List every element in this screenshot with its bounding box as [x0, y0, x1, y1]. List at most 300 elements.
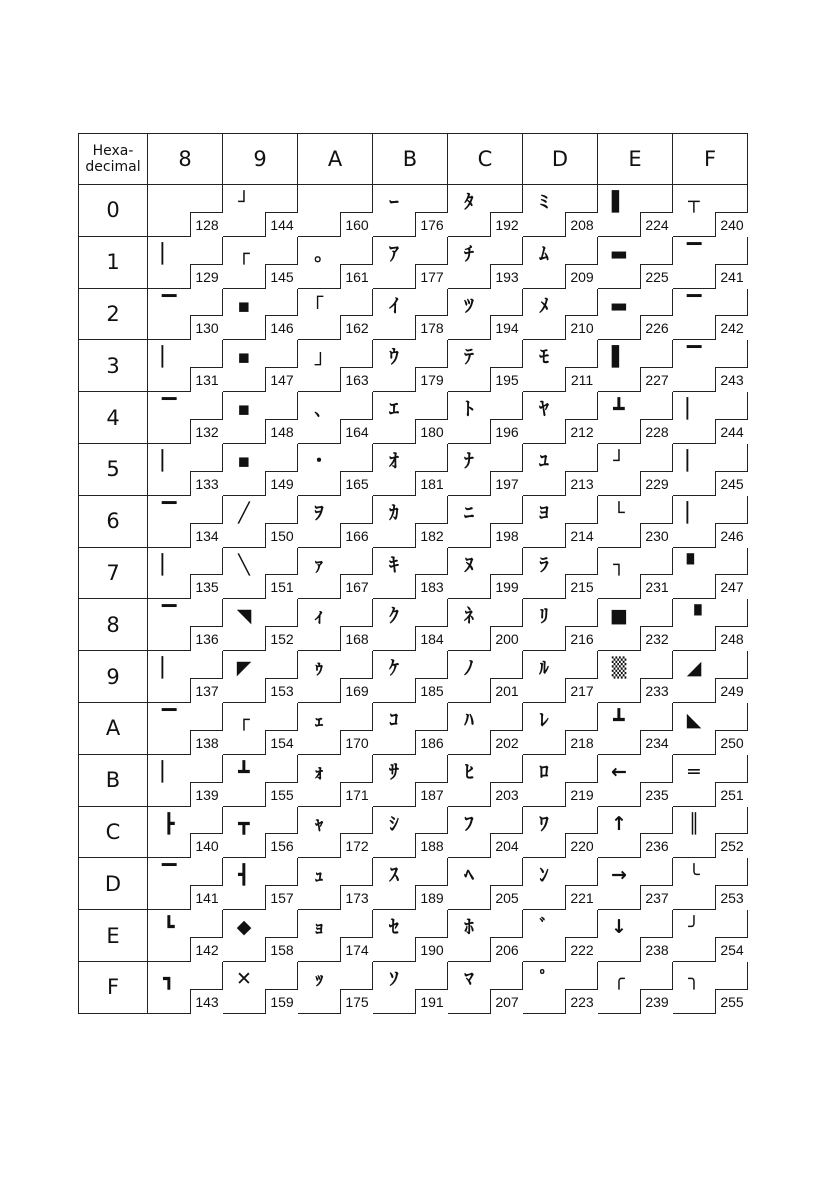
- char-cell: [523, 185, 598, 237]
- char-glyph: ｬ: [314, 812, 324, 835]
- char-cell: [148, 340, 223, 392]
- decimal-code-box: 242: [715, 315, 748, 340]
- char-glyph: ▔: [686, 346, 702, 369]
- decimal-code-box: 234: [640, 730, 673, 755]
- decimal-code-box: 149: [265, 471, 298, 496]
- char-cell: [673, 547, 748, 599]
- char-glyph: ｩ: [314, 657, 324, 680]
- column-header: A: [298, 134, 373, 185]
- decimal-code-box: 215: [565, 574, 598, 599]
- char-glyph: ▏: [161, 553, 177, 576]
- char-glyph: ▏: [686, 501, 702, 524]
- character-code-table: [78, 133, 748, 1014]
- decimal-code-box: 132: [190, 419, 223, 444]
- decimal-code-box: 128: [190, 212, 223, 237]
- decimal-code-box: 147: [265, 367, 298, 392]
- char-glyph: ﾑ: [539, 242, 549, 265]
- decimal-code-box: 205: [490, 885, 523, 910]
- char-glyph: ﾌ: [464, 812, 474, 835]
- char-cell: [223, 236, 298, 288]
- char-cell: [598, 702, 673, 754]
- column-header: E: [598, 134, 673, 185]
- char-glyph: ┻: [613, 708, 625, 731]
- char-glyph: ┫: [238, 864, 250, 887]
- decimal-code-box: 227: [640, 367, 673, 392]
- row-header: 2: [79, 288, 148, 340]
- decimal-code-box: 206: [490, 937, 523, 962]
- char-cell: [223, 547, 298, 599]
- char-glyph: ↓: [611, 916, 627, 939]
- decimal-code-box: 131: [190, 367, 223, 392]
- char-cell: [448, 806, 523, 858]
- char-glyph: ┘: [238, 191, 250, 213]
- decimal-code-box: 246: [715, 523, 748, 548]
- decimal-code-box: 163: [340, 367, 373, 392]
- char-cell: [373, 288, 448, 340]
- row-header: 3: [79, 340, 148, 392]
- decimal-code-box: 152: [265, 626, 298, 651]
- char-glyph: ﾚ: [539, 708, 549, 731]
- decimal-code-box: 140: [190, 833, 223, 858]
- decimal-code-box: 228: [640, 419, 673, 444]
- char-glyph: ▒: [611, 657, 627, 680]
- decimal-code-box: 175: [340, 989, 373, 1014]
- char-cell: [598, 858, 673, 910]
- decimal-code-box: 158: [265, 937, 298, 962]
- row-header: 9: [79, 651, 148, 703]
- char-glyph: ･: [314, 449, 324, 472]
- char-cell: [148, 288, 223, 340]
- char-cell: [298, 443, 373, 495]
- char-cell: [148, 392, 223, 444]
- char-cell: [223, 495, 298, 547]
- decimal-code-box: 191: [415, 989, 448, 1014]
- decimal-code-box: 221: [565, 885, 598, 910]
- char-cell: [673, 495, 748, 547]
- char-glyph: ┓: [163, 967, 175, 990]
- row-header: 1: [79, 236, 148, 288]
- row-header: 5: [79, 443, 148, 495]
- char-cell: [523, 340, 598, 392]
- decimal-code-box: 172: [340, 833, 373, 858]
- decimal-code-box: 189: [415, 885, 448, 910]
- char-cell: [373, 236, 448, 288]
- decimal-code-box: 245: [715, 471, 748, 496]
- char-cell: [373, 858, 448, 910]
- decimal-code-box: 208: [565, 212, 598, 237]
- char-cell: [373, 961, 448, 1013]
- char-glyph: ﾜ: [539, 812, 549, 835]
- char-cell: [523, 288, 598, 340]
- char-cell: [223, 340, 298, 392]
- decimal-code-box: 218: [565, 730, 598, 755]
- decimal-code-box: 241: [715, 264, 748, 289]
- decimal-code-box: 160: [340, 212, 373, 237]
- char-glyph: ｡: [314, 242, 324, 265]
- char-cell: [148, 961, 223, 1013]
- decimal-code-box: 171: [340, 782, 373, 807]
- char-glyph: ▏: [161, 657, 177, 680]
- row-header: 6: [79, 495, 148, 547]
- char-glyph: ｮ: [314, 916, 324, 939]
- char-cell: [523, 754, 598, 806]
- char-cell: [523, 599, 598, 651]
- char-cell: [148, 806, 223, 858]
- char-glyph: ▔: [161, 501, 177, 524]
- char-cell: [673, 858, 748, 910]
- decimal-code-box: 184: [415, 626, 448, 651]
- char-glyph: ｣: [314, 346, 324, 369]
- char-cell: [373, 443, 448, 495]
- char-cell: [298, 392, 373, 444]
- char-glyph: ｲ: [389, 294, 399, 317]
- decimal-code-box: 143: [190, 989, 223, 1014]
- char-glyph: ﾁ: [464, 242, 474, 265]
- decimal-code-box: 235: [640, 782, 673, 807]
- column-header: C: [448, 134, 523, 185]
- char-glyph: ﾋ: [464, 760, 474, 783]
- char-cell: [673, 185, 748, 237]
- char-cell: [148, 599, 223, 651]
- char-glyph: ▔: [161, 398, 177, 421]
- decimal-code-box: 214: [565, 523, 598, 548]
- decimal-code-box: 151: [265, 574, 298, 599]
- char-glyph: ┗: [163, 916, 175, 939]
- char-glyph: ▏: [161, 242, 177, 265]
- char-glyph: ｽ: [389, 864, 399, 887]
- char-glyph: ╯: [688, 916, 700, 939]
- char-cell: [448, 443, 523, 495]
- char-glyph: ▔: [161, 708, 177, 731]
- char-glyph: ┐: [613, 553, 625, 576]
- char-glyph: ｿ: [389, 967, 399, 990]
- char-glyph: ↑: [611, 812, 627, 835]
- table-row: [79, 858, 748, 910]
- char-glyph: ←: [611, 760, 627, 783]
- decimal-code-box: 201: [490, 678, 523, 703]
- char-cell: [598, 806, 673, 858]
- char-cell: [148, 651, 223, 703]
- char-glyph: ▔: [686, 294, 702, 317]
- char-glyph: ｨ: [314, 605, 324, 628]
- char-glyph: ｴ: [389, 398, 399, 421]
- decimal-code-box: 137: [190, 678, 223, 703]
- decimal-code-box: 144: [265, 212, 298, 237]
- char-cell: [598, 288, 673, 340]
- decimal-code-box: 247: [715, 574, 748, 599]
- decimal-code-box: 254: [715, 937, 748, 962]
- char-glyph: ｸ: [389, 605, 399, 628]
- row-header: D: [79, 858, 148, 910]
- decimal-code-box: 174: [340, 937, 373, 962]
- decimal-code-box: 204: [490, 833, 523, 858]
- char-cell: [148, 910, 223, 962]
- table-row: [79, 443, 748, 495]
- char-glyph: ﾐ: [539, 191, 549, 213]
- column-header: F: [673, 134, 748, 185]
- char-glyph: ﾂ: [464, 294, 474, 317]
- char-cell: [523, 702, 598, 754]
- char-cell: [223, 702, 298, 754]
- char-cell: [298, 340, 373, 392]
- char-glyph: ▪: [237, 346, 251, 369]
- char-glyph: ◣: [686, 708, 702, 731]
- char-glyph: ﾍ: [464, 864, 474, 887]
- decimal-code-box: 188: [415, 833, 448, 858]
- decimal-code-box: 225: [640, 264, 673, 289]
- char-glyph: ▬: [610, 242, 628, 265]
- decimal-code-box: 216: [565, 626, 598, 651]
- row-header: 0: [79, 185, 148, 237]
- char-glyph: ｱ: [389, 242, 399, 265]
- char-cell: [673, 340, 748, 392]
- decimal-code-box: 145: [265, 264, 298, 289]
- char-glyph: ▪: [237, 398, 251, 421]
- char-glyph: ﾞ: [539, 916, 549, 939]
- char-cell: [523, 236, 598, 288]
- decimal-code-box: 217: [565, 678, 598, 703]
- char-cell: [598, 443, 673, 495]
- row-header: B: [79, 754, 148, 806]
- char-cell: [148, 754, 223, 806]
- decimal-code-box: 129: [190, 264, 223, 289]
- decimal-code-box: 237: [640, 885, 673, 910]
- char-glyph: ｾ: [389, 916, 399, 939]
- char-glyph: ､: [314, 398, 324, 421]
- column-header: B: [373, 134, 448, 185]
- char-cell: [223, 443, 298, 495]
- row-header: C: [79, 806, 148, 858]
- decimal-code-box: 231: [640, 574, 673, 599]
- decimal-code-box: 193: [490, 264, 523, 289]
- char-cell: [598, 754, 673, 806]
- decimal-code-box: 203: [490, 782, 523, 807]
- char-glyph: ▏: [686, 398, 702, 421]
- char-glyph: ═: [688, 760, 700, 783]
- char-cell: [448, 392, 523, 444]
- decimal-code-box: 209: [565, 264, 598, 289]
- char-glyph: ﾊ: [464, 708, 474, 731]
- decimal-code-box: 181: [415, 471, 448, 496]
- table-row: [79, 806, 748, 858]
- decimal-code-box: 223: [565, 989, 598, 1014]
- decimal-code-box: 159: [265, 989, 298, 1014]
- char-glyph: ｼ: [389, 812, 399, 835]
- decimal-code-box: 141: [190, 885, 223, 910]
- char-cell: [673, 910, 748, 962]
- char-cell: [373, 185, 448, 237]
- column-header: 9: [223, 134, 298, 185]
- decimal-code-box: 207: [490, 989, 523, 1014]
- decimal-code-box: 199: [490, 574, 523, 599]
- char-cell: [223, 599, 298, 651]
- char-glyph: ║: [688, 812, 700, 835]
- decimal-code-box: 162: [340, 315, 373, 340]
- char-cell: [673, 443, 748, 495]
- char-cell: [373, 547, 448, 599]
- char-glyph: ▔: [161, 864, 177, 887]
- char-cell: [598, 651, 673, 703]
- char-cell: [223, 288, 298, 340]
- decimal-code-box: 180: [415, 419, 448, 444]
- char-glyph: ｵ: [389, 449, 399, 472]
- char-cell: [298, 754, 373, 806]
- char-cell: [298, 806, 373, 858]
- decimal-code-box: 179: [415, 367, 448, 392]
- char-cell: [673, 392, 748, 444]
- char-cell: [223, 806, 298, 858]
- char-glyph: ｺ: [389, 708, 399, 731]
- decimal-code-box: 255: [715, 989, 748, 1014]
- char-glyph: ｧ: [314, 553, 324, 576]
- char-cell: [673, 236, 748, 288]
- char-glyph: ﾟ: [539, 967, 549, 990]
- char-cell: [523, 443, 598, 495]
- char-cell: [598, 340, 673, 392]
- char-glyph: ｢: [314, 294, 324, 317]
- char-glyph: ▏: [161, 346, 177, 369]
- decimal-code-box: 253: [715, 885, 748, 910]
- char-glyph: └: [613, 501, 625, 524]
- decimal-code-box: 186: [415, 730, 448, 755]
- decimal-code-box: 177: [415, 264, 448, 289]
- decimal-code-box: 157: [265, 885, 298, 910]
- char-glyph: →: [611, 864, 627, 887]
- char-cell: [298, 910, 373, 962]
- decimal-code-box: 251: [715, 782, 748, 807]
- char-cell: [373, 806, 448, 858]
- char-glyph: ◤: [236, 657, 252, 680]
- table-row: [79, 754, 748, 806]
- char-glyph: ﾈ: [464, 605, 474, 628]
- decimal-code-box: 190: [415, 937, 448, 962]
- char-glyph: ﾗ: [539, 553, 549, 576]
- table-row: [79, 651, 748, 703]
- decimal-code-box: 239: [640, 989, 673, 1014]
- decimal-code-box: 200: [490, 626, 523, 651]
- char-cell: [448, 495, 523, 547]
- char-cell: [673, 754, 748, 806]
- table-row: [79, 910, 748, 962]
- decimal-code-box: 130: [190, 315, 223, 340]
- column-header: D: [523, 134, 598, 185]
- decimal-code-box: 211: [565, 367, 598, 392]
- row-header: 8: [79, 599, 148, 651]
- char-cell: [448, 236, 523, 288]
- decimal-code-box: 161: [340, 264, 373, 289]
- decimal-code-box: 133: [190, 471, 223, 496]
- decimal-code-box: 134: [190, 523, 223, 548]
- table-row: [79, 961, 748, 1013]
- decimal-code-box: 169: [340, 678, 373, 703]
- decimal-code-box: 178: [415, 315, 448, 340]
- table-row: [79, 702, 748, 754]
- char-glyph: ▌: [611, 346, 627, 369]
- decimal-code-box: 154: [265, 730, 298, 755]
- char-cell: [223, 858, 298, 910]
- char-cell: [523, 910, 598, 962]
- decimal-code-box: 185: [415, 678, 448, 703]
- decimal-code-box: 148: [265, 419, 298, 444]
- char-glyph: ▏: [161, 449, 177, 472]
- char-glyph: ｶ: [389, 501, 399, 524]
- decimal-code-box: 222: [565, 937, 598, 962]
- decimal-code-box: 135: [190, 574, 223, 599]
- char-cell: [448, 961, 523, 1013]
- char-cell: [148, 547, 223, 599]
- decimal-code-box: 170: [340, 730, 373, 755]
- table-row: [79, 185, 748, 237]
- char-cell: [148, 858, 223, 910]
- decimal-code-box: 249: [715, 678, 748, 703]
- table-row: [79, 288, 748, 340]
- char-cell: [223, 961, 298, 1013]
- char-cell: [448, 651, 523, 703]
- decimal-code-box: 232: [640, 626, 673, 651]
- char-cell: [298, 185, 373, 237]
- char-cell: [673, 702, 748, 754]
- decimal-code-box: 219: [565, 782, 598, 807]
- char-glyph: ▏: [161, 760, 177, 783]
- char-cell: [223, 185, 298, 237]
- char-cell: [223, 392, 298, 444]
- decimal-code-box: 136: [190, 626, 223, 651]
- char-cell: [448, 288, 523, 340]
- header-row: [79, 134, 748, 185]
- char-cell: [373, 910, 448, 962]
- char-cell: [373, 651, 448, 703]
- char-cell: [598, 961, 673, 1013]
- char-glyph: ｦ: [314, 501, 324, 524]
- char-cell: [223, 651, 298, 703]
- char-glyph: ┬: [688, 191, 700, 213]
- char-glyph: ▔: [686, 242, 702, 265]
- char-cell: [298, 599, 373, 651]
- char-cell: [673, 599, 748, 651]
- table-row: [79, 547, 748, 599]
- char-cell: [523, 495, 598, 547]
- decimal-code-box: 236: [640, 833, 673, 858]
- char-cell: [373, 754, 448, 806]
- decimal-code-box: 165: [340, 471, 373, 496]
- hexadecimal-corner-label: Hexa- decimal: [79, 134, 148, 185]
- row-header: E: [79, 910, 148, 962]
- char-glyph: [304, 189, 334, 215]
- char-cell: [598, 495, 673, 547]
- char-cell: [523, 858, 598, 910]
- char-cell: [598, 599, 673, 651]
- char-glyph: ﾙ: [539, 657, 549, 680]
- decimal-code-box: 229: [640, 471, 673, 496]
- char-cell: [448, 702, 523, 754]
- char-cell: [523, 547, 598, 599]
- char-cell: [298, 858, 373, 910]
- char-glyph: ﾅ: [464, 449, 474, 472]
- char-glyph: ﾏ: [464, 967, 474, 990]
- decimal-code-box: 243: [715, 367, 748, 392]
- char-glyph: ｭ: [314, 864, 324, 887]
- char-cell: [298, 236, 373, 288]
- char-glyph: ﾛ: [539, 760, 549, 783]
- char-cell: [673, 651, 748, 703]
- char-glyph: ﾘ: [539, 605, 549, 628]
- row-header: 4: [79, 392, 148, 444]
- char-glyph: ┣: [163, 812, 175, 835]
- char-glyph: ◢: [686, 657, 702, 680]
- decimal-code-box: 250: [715, 730, 748, 755]
- decimal-code-box: 195: [490, 367, 523, 392]
- char-glyph: ╲: [238, 553, 250, 576]
